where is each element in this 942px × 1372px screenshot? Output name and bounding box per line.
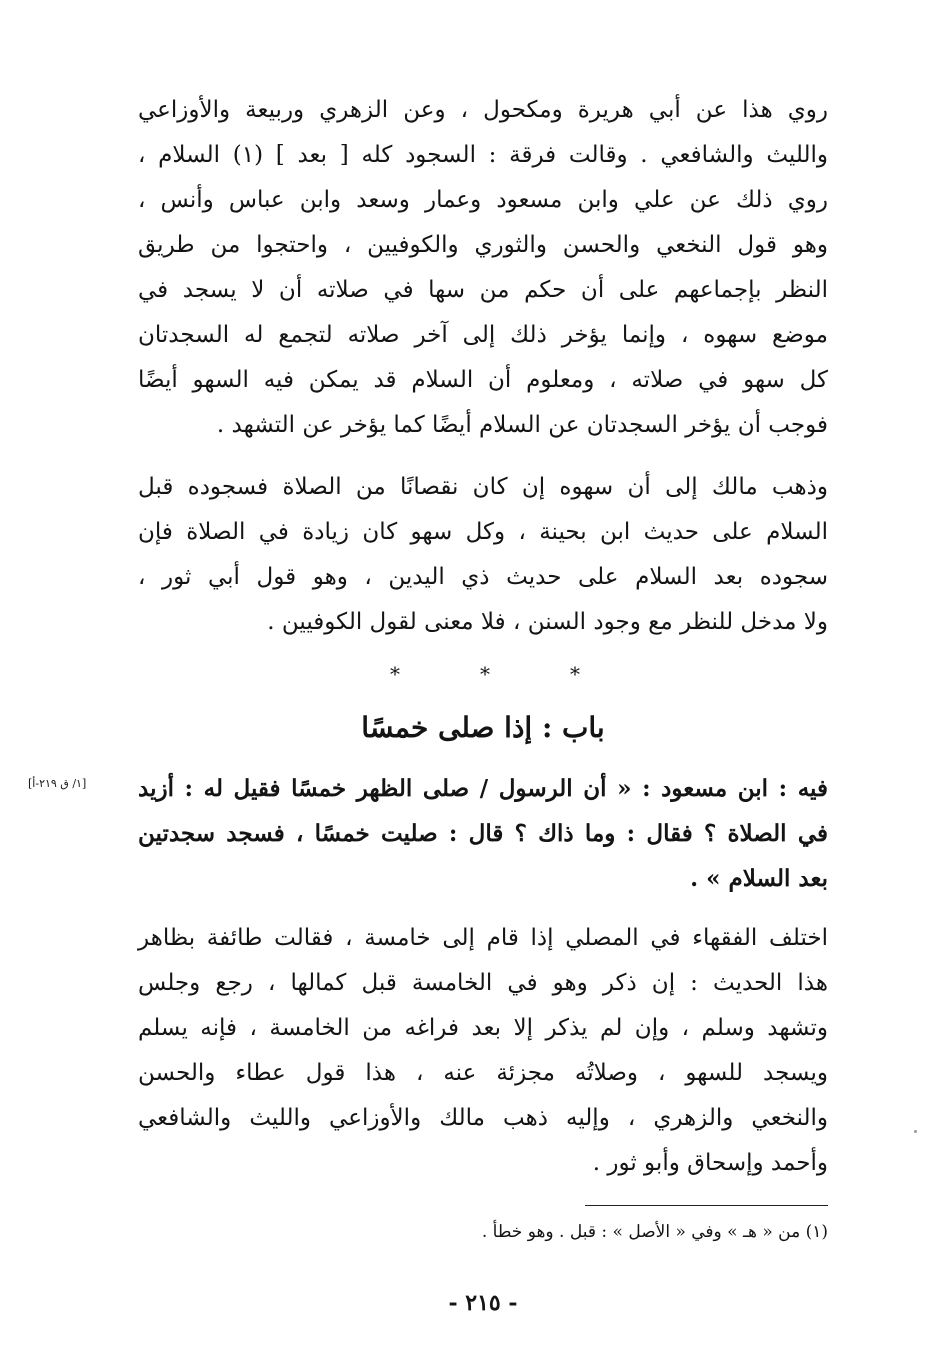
text-line: السلام على حديث ابن بحينة ، وكل سهو كان زيادة في الصلاة فإن — [138, 519, 828, 545]
asterisk-ornament: * — [570, 662, 580, 686]
text-line: والنخعي والزهري ، وإليه ذهب مالك والأوزاعي والليث والشافعي — [138, 1105, 828, 1131]
hadith-text — [138, 766, 828, 901]
text-line: بعد السلام » . — [690, 865, 828, 892]
text-line: هذا الحديث : إن ذكر وهو في الخامسة قبل كمالها ، رجع وجلس — [138, 970, 828, 996]
text-line: اختلف الفقهاء في المصلي إذا قام إلى خامسة ، فقالت طائفة بظاهر — [138, 925, 828, 951]
margin-mark — [914, 1130, 917, 1133]
text-line: وتشهد وسلم ، وإن لم يذكر إلا بعد فراغه من الخامسة ، فإنه يسلم — [138, 1015, 828, 1041]
paragraph-3 — [138, 916, 828, 1186]
text-line: في الصلاة ؟ فقال : وما ذاك ؟ قال : صليت خمسًا ، فسجد سجدتين — [138, 820, 828, 847]
text-line: وأحمد وإسحاق وأبو ثور . — [592, 1150, 828, 1176]
text-line: كل سهو في صلاته ، ومعلوم أن السلام قد يمكن فيه السهو أيضًا — [138, 367, 828, 393]
paragraph-2 — [138, 465, 828, 645]
text-line: فوجب أن يؤخر السجدتان عن السلام أيضًا كما يؤخر عن التشهد . — [216, 412, 828, 438]
section-separator — [390, 662, 580, 686]
text-line: والليث والشافعي . وقالت فرقة : السجود كله [ بعد ] (١) السلام ، — [138, 142, 828, 168]
manuscript-folio-reference: [١/ ق ٢١٩-أ] — [28, 777, 87, 790]
footnote: (١) من « هـ » وفي « الأصل » : قبل . وهو خطأ . — [481, 1222, 828, 1242]
text-line: وذهب مالك إلى أن سهوه إن كان نقصانًا من الصلاة فسجوده قبل — [138, 474, 828, 500]
text-line: النظر بإجماعهم على أن حكم من سها في صلاته أن لا يسجد في — [138, 277, 828, 303]
asterisk-ornament: * — [480, 662, 490, 686]
text-line: روي ذلك عن علي وابن مسعود وعمار وسعد وابن عباس وأنس ، — [138, 187, 828, 213]
text-line: روي هذا عن أبي هريرة ومكحول ، وعن الزهري وربيعة والأوزاعي — [138, 97, 828, 123]
text-line: ولا مدخل للنظر مع وجود السنن ، فلا معنى لقول الكوفيين . — [267, 609, 828, 635]
section-heading: باب : إذا صلى خمسًا — [361, 711, 605, 744]
text-line: وهو قول النخعي والحسن والثوري والكوفيين ، واحتجوا من طريق — [138, 232, 828, 258]
page-number: - ٢١٥ - — [448, 1290, 518, 1316]
text-line: فيه : ابن مسعود : « أن الرسول / صلى الظهر خمسًا فقيل له : أزيد — [138, 775, 828, 802]
text-line: موضع سهوه ، وإنما يؤخر ذلك إلى آخر صلاته لتجمع له السجدتان — [138, 322, 828, 348]
text-line: سجوده بعد السلام على حديث ذي اليدين ، وهو قول أبي ثور ، — [138, 564, 828, 590]
paragraph-1 — [138, 88, 828, 448]
asterisk-ornament: * — [390, 662, 400, 686]
footnote-divider — [585, 1205, 828, 1206]
text-line: ويسجد للسهو ، وصلاتُه مجزئة عنه ، هذا قول عطاء والحسن — [138, 1060, 828, 1086]
